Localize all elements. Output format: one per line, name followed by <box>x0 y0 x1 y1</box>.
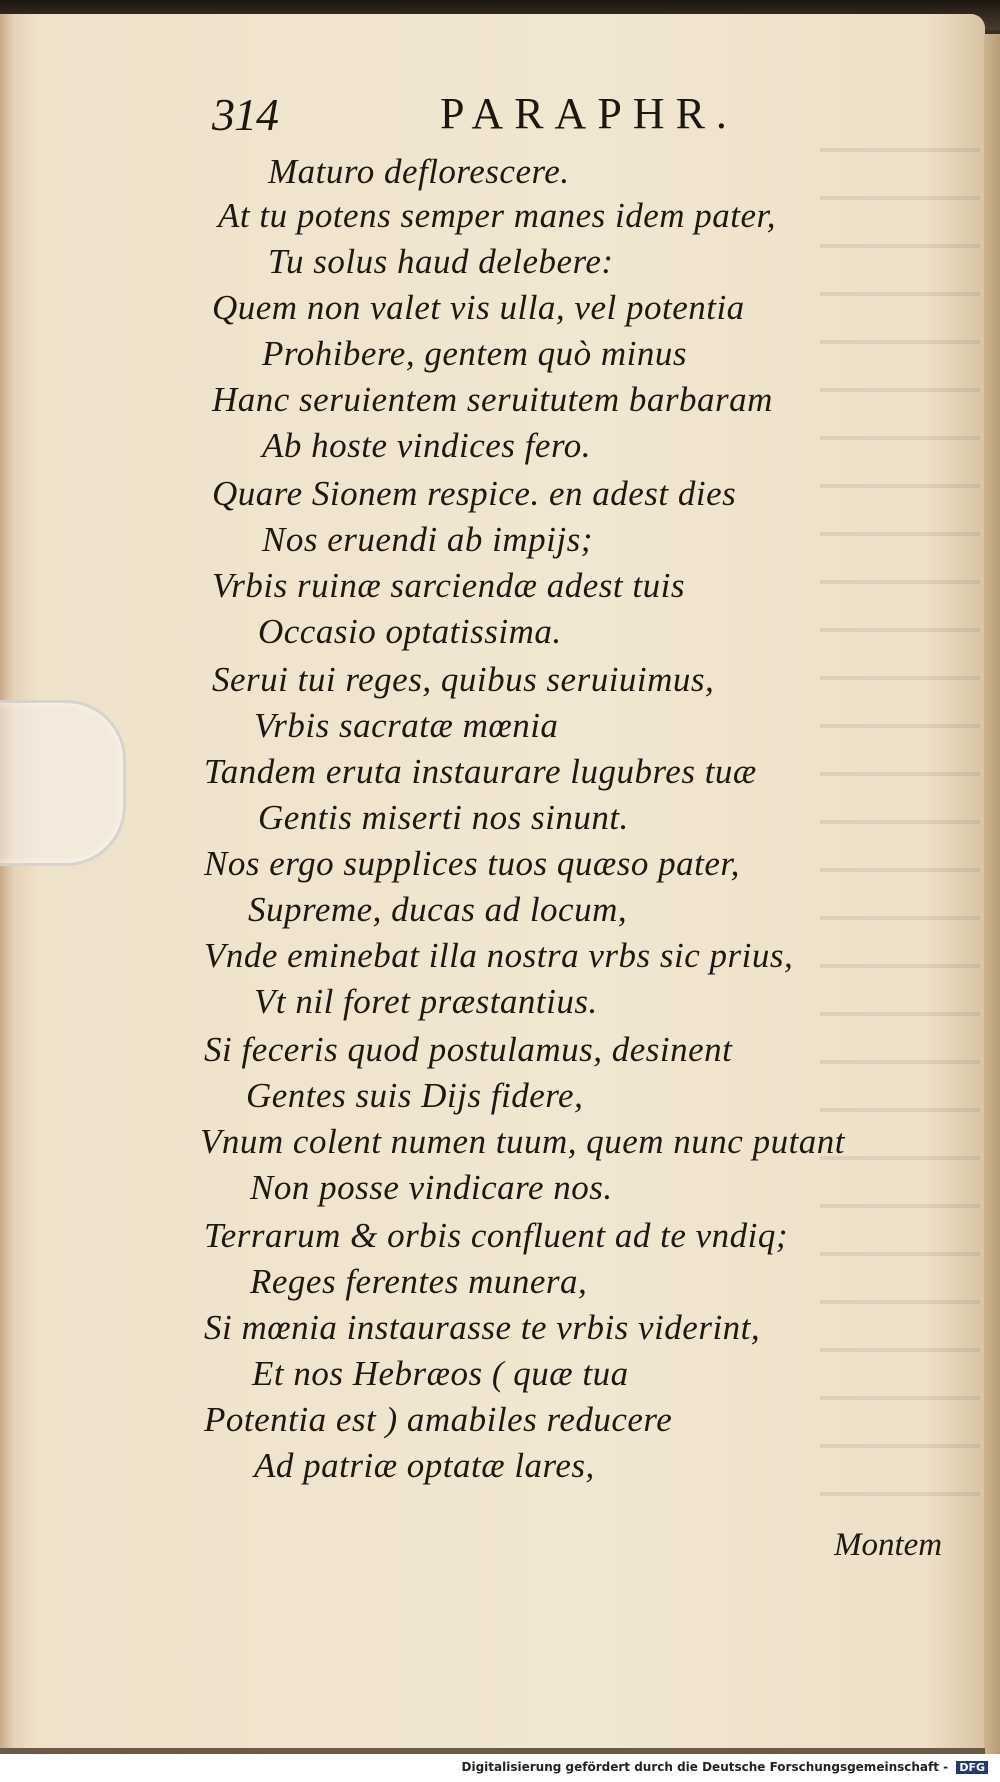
page-tab-marker <box>0 700 126 866</box>
verse-line: Et nos Hebræos ( quæ tua <box>252 1354 629 1393</box>
running-head: PARAPHR. <box>440 89 738 138</box>
verse-line: Gentes suis Dijs fidere, <box>246 1076 584 1115</box>
catchword: Montem <box>834 1527 943 1563</box>
verse-line: Terrarum & orbis confluent ad te vndiq; <box>204 1216 789 1255</box>
verse-line: Vrbis sacratæ mœnia <box>254 706 559 745</box>
credit-text: Digitalisierung gefördert durch die Deutsche Forschungsgemeinschaft - <box>461 1760 949 1774</box>
verse-line: Quare Sionem respice. en adest dies <box>212 474 737 513</box>
verse-line: Supreme, ducas ad locum, <box>248 890 628 929</box>
verse-line: Ad patriæ optatæ lares, <box>254 1446 595 1485</box>
dfg-logo: DFG <box>956 1761 988 1774</box>
verse-line: Hanc seruientem seruitutem barbaram <box>212 380 773 419</box>
verse-line: Tu solus haud delebere: <box>268 242 614 281</box>
verse-line: Si mœnia instaurasse te vrbis viderint, <box>204 1308 761 1347</box>
verse-line: Occasio optatissima. <box>258 612 562 651</box>
page-number: 314 <box>212 89 278 140</box>
verse-line: Nos eruendi ab impijs; <box>262 520 593 559</box>
verse-line: Serui tui reges, quibus seruiuimus, <box>212 660 715 699</box>
digitization-credit <box>462 1760 988 1774</box>
verse-line: Tandem eruta instaurare lugubres tuæ <box>204 752 757 791</box>
bleed-through-text <box>820 114 980 1534</box>
page-header <box>212 88 812 148</box>
verse-line: Si feceris quod postulamus, desinent <box>204 1030 733 1069</box>
verse-line: Nos ergo supplices tuos quæso pater, <box>204 844 740 883</box>
verse-line: Vrbis ruinæ sarciendæ adest tuis <box>212 566 685 605</box>
verse-line: Quem non valet vis ulla, vel potentia <box>212 288 745 327</box>
verse-line: Potentia est ) amabiles reducere <box>204 1400 673 1439</box>
verse-line: Vt nil foret præstantius. <box>254 982 598 1021</box>
page-edge <box>984 34 1000 1754</box>
verse-line: Non posse vindicare nos. <box>250 1168 613 1207</box>
verse-line: Prohibere, gentem quò minus <box>262 334 688 373</box>
verse-line: Vnde eminebat illa nostra vrbs sic prius, <box>204 936 794 975</box>
verse-line: Reges ferentes munera, <box>250 1262 588 1301</box>
verse-line: Maturo deflorescere. <box>268 152 570 191</box>
verse-line: Gentis miserti nos sinunt. <box>258 798 629 837</box>
verse-line: At tu potens semper manes idem pater, <box>218 196 777 235</box>
verse-line: Vnum colent numen tuum, quem nunc putant <box>200 1122 846 1161</box>
verse-line: Ab hoste vindices fero. <box>262 426 592 465</box>
